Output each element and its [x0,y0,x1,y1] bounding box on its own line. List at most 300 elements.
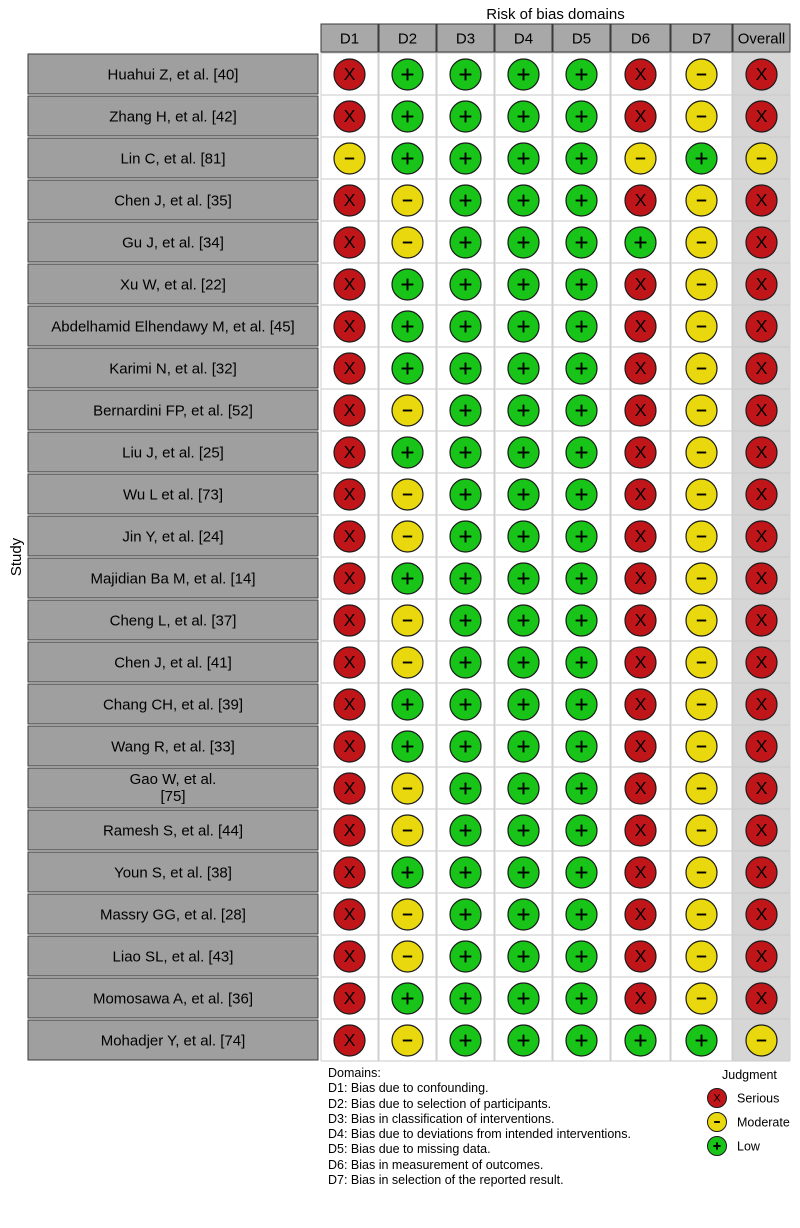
x-icon: X [755,106,768,127]
judgment-serious [625,647,656,678]
x-icon: X [755,358,768,379]
judgment-low [392,311,423,342]
x-icon: X [634,274,647,295]
judgment-moderate [686,731,717,762]
study-label: Youn S, et al. [38] [114,864,232,882]
judgment-low [508,227,539,258]
judgment-moderate [686,605,717,636]
judgment-low [450,143,481,174]
x-icon: X [634,106,647,127]
judgment-low [508,731,539,762]
judgment-low [508,479,539,510]
study-label: Majidian Ba M, et al. [14] [90,570,256,588]
x-icon: X [755,568,768,589]
study-label: Cheng L, et al. [37] [109,612,237,630]
judgment-low [508,647,539,678]
judgment-serious [625,437,656,468]
x-icon: X [755,736,768,757]
judgment-serious [625,101,656,132]
x-icon: X [755,778,768,799]
x-icon: X [755,64,768,85]
judgment-low [625,227,656,258]
x-icon: X [755,484,768,505]
judgment-serious [625,521,656,552]
judgment-low [508,395,539,426]
study-label: Chen J, et al. [41] [114,654,232,672]
judgment-serious [746,647,777,678]
judgment-moderate [392,941,423,972]
judgment-low [392,59,423,90]
x-icon: X [755,274,768,295]
header-label: D3 [455,30,476,48]
y-axis-label: Study [8,537,25,577]
x-icon: X [343,778,356,799]
judgment-moderate [686,353,717,384]
x-icon: X [755,232,768,253]
judgment-low [392,269,423,300]
judgment-legend-title: Judgment [722,1068,777,1082]
judgment-low [450,185,481,216]
header-label: D6 [630,30,651,48]
domain-legend-heading: Domains: [328,1066,381,1080]
x-icon: X [343,106,356,127]
judgment-serious [334,521,365,552]
judgment-serious [746,479,777,510]
judgment-moderate [746,1025,777,1056]
judgment-serious [746,983,777,1014]
judgment-moderate [686,395,717,426]
judgment-moderate [686,521,717,552]
study-row [28,516,318,556]
judgment-serious [746,311,777,342]
judgment-low [450,269,481,300]
x-icon: X [755,610,768,631]
judgment-moderate [392,185,423,216]
judgment-serious [625,563,656,594]
judgment-moderate [625,143,656,174]
judgment-low [566,59,597,90]
judgment-low [566,437,597,468]
judgment-serious [334,311,365,342]
judgment-serious [334,857,365,888]
study-row [28,222,318,262]
study-row [28,726,318,766]
judgment-moderate [392,815,423,846]
judgment-serious [334,227,365,258]
x-icon: X [634,610,647,631]
study-row [28,1020,318,1060]
judgment-low [625,1025,656,1056]
study-label: Mohadjer Y, et al. [74] [100,1032,246,1050]
judgment-low [450,857,481,888]
x-icon: X [755,400,768,421]
study-label: Ramesh S, et al. [44] [102,822,244,840]
x-icon: X [343,904,356,925]
judgment-low [450,983,481,1014]
judgment-low [392,353,423,384]
judgment-moderate [392,395,423,426]
judgment-serious [334,437,365,468]
judgment-moderate [686,857,717,888]
x-icon: X [634,64,647,85]
study-label: Momosawa A, et al. [36] [92,990,254,1008]
header-d2 [379,24,436,52]
judgment-low [508,185,539,216]
judgment-serious [334,479,365,510]
judgment-serious [625,689,656,720]
x-icon: X [634,736,647,757]
header-overall [733,24,790,52]
judgment-moderate [392,227,423,258]
judgment-low [566,353,597,384]
study-label-line2: [75] [160,788,186,805]
judgment-low [450,731,481,762]
judgment-low [686,1025,717,1056]
judgment-low [392,689,423,720]
judgment-low [450,311,481,342]
x-icon: X [343,64,356,85]
study-row [28,852,318,892]
x-icon: X [343,316,356,337]
judgment-low [566,479,597,510]
study-row [28,810,318,850]
judgment-serious [334,101,365,132]
study-label: Liu J, et al. [25] [122,444,224,462]
judgment-low [392,143,423,174]
judgment-low [508,521,539,552]
judgment-low [566,227,597,258]
x-icon: X [343,400,356,421]
x-icon: X [755,862,768,883]
domain-legend-item-d2: D2: Bias due to selection of participants. [328,1096,552,1111]
x-icon: X [634,400,647,421]
study-label: Gao W, et al. [129,771,217,788]
judgment-moderate [686,899,717,930]
judgment-low [450,437,481,468]
judgment-low [508,563,539,594]
judgment-moderate [686,563,717,594]
x-icon: X [343,442,356,463]
x-icon: X [634,568,647,589]
judgment-low [392,983,423,1014]
judgment-serious [625,815,656,846]
study-row [28,936,318,976]
study-label: Lin C, et al. [81] [120,150,226,168]
domain-legend-item-d6: D6: Bias in measurement of outcomes. [328,1157,544,1172]
study-row [28,432,318,472]
header-label: D4 [513,30,534,48]
judgment-serious [746,353,777,384]
judgment-low [566,899,597,930]
judgment-serious [334,605,365,636]
judgment-low [392,563,423,594]
x-icon: X [634,904,647,925]
domain-legend-item-d1: D1: Bias due to confounding. [328,1081,489,1096]
judgment-low [450,227,481,258]
x-icon: X [343,862,356,883]
judgment-serious [746,815,777,846]
judgment-serious [746,773,777,804]
judgment-moderate [686,269,717,300]
header-label: D5 [571,30,592,48]
domain-legend-item-d3: D3: Bias in classification of interventions. [328,1111,555,1126]
x-icon: X [755,946,768,967]
judgment-serious [625,353,656,384]
header-d7 [671,24,732,52]
judgment-serious [746,185,777,216]
judgment-moderate [686,437,717,468]
study-row [28,180,318,220]
judgment-low [566,1025,597,1056]
judgment-low [450,59,481,90]
judgment-low [508,437,539,468]
judgment-low [508,899,539,930]
judgment-low [450,563,481,594]
judgment-moderate [686,227,717,258]
judgment-low [508,311,539,342]
x-icon: X [343,988,356,1009]
judgment-serious [746,227,777,258]
judgment-serious [625,269,656,300]
x-icon: X [343,526,356,547]
judgment-low [508,815,539,846]
header-label: D1 [339,30,360,48]
judgment-low [508,605,539,636]
header-d1 [321,24,378,52]
judgment-low [450,521,481,552]
judgment-low [508,101,539,132]
judgment-moderate [392,1025,423,1056]
judgment-legend-item-serious [708,1089,780,1108]
study-label: Zhang H, et al. [42] [109,108,237,126]
judgment-serious [625,731,656,762]
study-label: Xu W, et al. [22] [120,276,226,294]
judgment-low [566,647,597,678]
study-row [28,138,318,178]
x-icon: X [634,652,647,673]
judgment-serious [334,731,365,762]
study-label: Bernardini FP, et al. [52] [93,402,253,420]
x-icon: X [343,820,356,841]
judgment-low [566,185,597,216]
judgment-serious [625,773,656,804]
study-label: Abdelhamid Elhendawy M, et al. [45] [51,318,295,336]
study-row [28,96,318,136]
judgment-serious [746,731,777,762]
study-label: Karimi N, et al. [32] [109,360,237,378]
x-icon: X [634,316,647,337]
x-icon: X [343,736,356,757]
judgment-low [508,353,539,384]
study-label: Huahui Z, et al. [40] [107,66,239,84]
judgment-serious [334,689,365,720]
judgment-moderate [334,143,365,174]
study-label: Gu J, et al. [34] [122,234,224,252]
study-row [28,894,318,934]
judgment-moderate [686,941,717,972]
judgment-serious [746,689,777,720]
study-row [28,474,318,514]
judgment-serious [334,647,365,678]
study-label: Chang CH, et al. [39] [102,696,244,714]
judgment-serious [625,983,656,1014]
judgment-low [508,59,539,90]
judgment-low [566,857,597,888]
judgment-low [450,941,481,972]
judgment-low [392,731,423,762]
judgment-low [566,689,597,720]
judgment-serious [746,563,777,594]
judgment-low [450,353,481,384]
judgment-moderate [686,311,717,342]
judgment-moderate [686,815,717,846]
header-d6 [611,24,670,52]
judgment-serious [334,773,365,804]
judgment-low [450,479,481,510]
judgment-low [566,395,597,426]
x-icon: X [634,526,647,547]
x-icon: X [634,778,647,799]
judgment-serious [746,101,777,132]
legend-label: Serious [737,1091,780,1106]
judgment-moderate [392,479,423,510]
judgment-serious [334,815,365,846]
judgment-low [450,101,481,132]
header-d5 [553,24,610,52]
judgment-serious [746,59,777,90]
x-icon: X [634,358,647,379]
judgment-low [566,563,597,594]
x-icon: X [634,988,647,1009]
judgment-serious [625,59,656,90]
study-row [28,768,318,808]
judgment-low [508,773,539,804]
judgment-serious [746,521,777,552]
judgment-low [508,269,539,300]
judgment-serious [746,395,777,426]
judgment-serious [334,941,365,972]
x-icon: X [755,988,768,1009]
x-icon: X [634,820,647,841]
x-icon: X [343,358,356,379]
judgment-serious [746,437,777,468]
judgment-low [566,101,597,132]
judgment-moderate [392,605,423,636]
judgment-low [450,689,481,720]
judgment-serious [625,185,656,216]
judgment-low [508,1025,539,1056]
judgment-low [566,815,597,846]
judgment-low [450,773,481,804]
judgment-serious [625,899,656,930]
x-icon: X [343,190,356,211]
study-row [28,642,318,682]
x-icon: X [634,946,647,967]
judgment-low [566,269,597,300]
judgment-low [566,605,597,636]
judgment-legend-item-low [708,1137,761,1156]
judgment-serious [746,269,777,300]
judgment-low [508,983,539,1014]
x-icon: X [755,694,768,715]
x-icon: X [755,442,768,463]
study-row [28,978,318,1018]
x-icon: X [634,694,647,715]
x-icon: X [634,862,647,883]
x-icon: X [634,190,647,211]
x-icon: X [343,232,356,253]
judgment-low [450,1025,481,1056]
judgment-serious [746,605,777,636]
judgment-serious [334,563,365,594]
judgment-moderate [686,983,717,1014]
domain-legend-item-d5: D5: Bias due to missing data. [328,1142,491,1157]
domain-legend [328,1066,631,1188]
judgment-serious [625,311,656,342]
judgment-low [566,983,597,1014]
judgment-serious [334,59,365,90]
study-row [28,306,318,346]
judgment-serious [625,395,656,426]
judgment-low [392,437,423,468]
judgment-moderate [392,773,423,804]
chart-title: Risk of bias domains [486,6,625,23]
judgment-moderate [392,899,423,930]
judgment-serious [746,899,777,930]
x-icon: X [343,484,356,505]
judgment-moderate [746,143,777,174]
judgment-low [508,941,539,972]
study-label: Chen J, et al. [35] [114,192,232,210]
x-icon: X [343,274,356,295]
x-icon: X [755,316,768,337]
x-icon: X [755,652,768,673]
judgment-low [450,815,481,846]
judgment-legend-item-moderate [708,1113,790,1132]
judgment-low [508,857,539,888]
judgment-serious [625,605,656,636]
study-row [28,600,318,640]
judgment-serious [334,983,365,1014]
study-row [28,684,318,724]
judgment-serious [334,1025,365,1056]
judgment-low [686,143,717,174]
judgment-low [566,941,597,972]
study-label: Wu L et al. [73] [122,486,224,504]
judgment-low [450,647,481,678]
study-label: Jin Y, et al. [24] [122,528,224,546]
grid [321,53,790,1061]
x-icon: X [634,484,647,505]
x-icon: X [713,1092,721,1105]
judgment-low [392,857,423,888]
x-icon: X [343,568,356,589]
header-label: Overall [737,30,786,48]
legend-label: Moderate [737,1115,790,1130]
study-label: Wang R, et al. [33] [111,738,235,756]
header-label: D7 [691,30,712,48]
domain-legend-item-d7: D7: Bias in selection of the reported result. [328,1173,564,1188]
judgment-serious [625,857,656,888]
judgment-serious [334,185,365,216]
x-icon: X [755,190,768,211]
x-icon: X [343,694,356,715]
judgment-moderate [686,773,717,804]
study-row [28,348,318,388]
header-d4 [495,24,552,52]
study-row [28,390,318,430]
judgment-low [450,605,481,636]
